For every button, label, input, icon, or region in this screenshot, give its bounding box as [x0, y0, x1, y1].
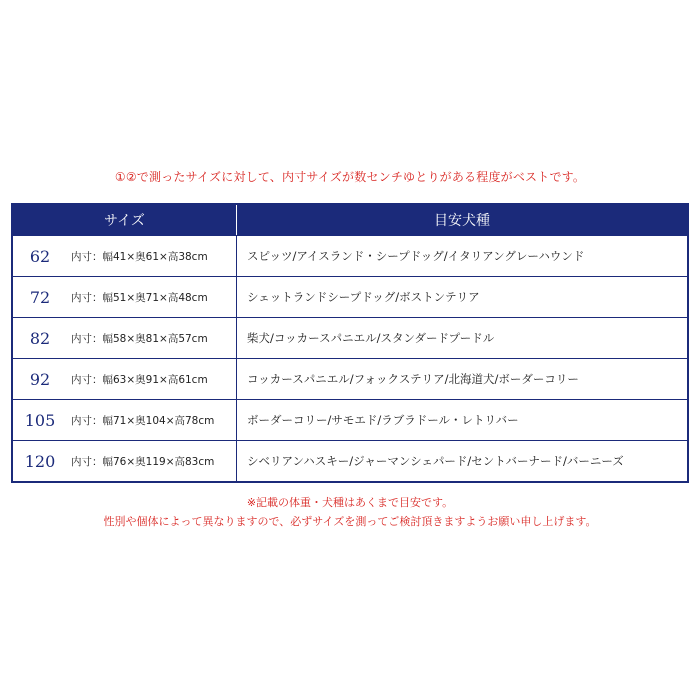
- size-number: 72: [29, 287, 51, 307]
- size-cell: [13, 441, 237, 481]
- inner-dimensions: 内寸：幅71×奥104×高78cm: [71, 414, 215, 427]
- table-row: [13, 235, 687, 276]
- inner-dimensions: 内寸：幅76×奥119×高83cm: [71, 455, 215, 468]
- size-number: 105: [24, 410, 56, 430]
- breed-cell: 柴犬/コッカースパニエル/スタンダードプードル: [247, 331, 495, 345]
- header-size: サイズ: [13, 205, 237, 235]
- table-row: [13, 317, 687, 358]
- disclaimer-note: ※記載の体重・犬種はあくまで目安です。: [246, 496, 454, 509]
- inner-dimensions: 内寸：幅58×奥81×高57cm: [71, 332, 208, 345]
- table-row: [13, 276, 687, 317]
- breed-cell: ボーダーコリー/サモエド/ラブラドール・レトリバー: [247, 413, 519, 427]
- breed-cell: スピッツ/アイスランド・シープドッグ/イタリアングレーハウンド: [247, 249, 585, 263]
- size-table: [11, 203, 689, 483]
- size-number: 92: [29, 369, 51, 389]
- size-cell: [13, 277, 237, 317]
- size-number: 82: [29, 328, 51, 348]
- size-cell: [13, 236, 237, 276]
- inner-dimensions: 内寸：幅41×奥61×高38cm: [71, 250, 208, 263]
- size-number: 120: [24, 451, 56, 471]
- table-row: [13, 399, 687, 440]
- breed-cell: シェットランドシープドッグ/ボストンテリア: [247, 290, 480, 304]
- table-header: [13, 205, 687, 235]
- fit-advice-note: ①②で測ったサイズに対して、内寸サイズが数センチゆとりがある程度がベストです。: [114, 170, 586, 184]
- size-number: 62: [29, 246, 51, 266]
- table-row: [13, 440, 687, 481]
- size-cell: [13, 400, 237, 440]
- header-breed: 目安犬種: [434, 213, 490, 229]
- breed-cell: コッカースパニエル/フォックステリア/北海道犬/ボーダーコリー: [247, 372, 579, 386]
- inner-dimensions: 内寸：幅51×奥71×高48cm: [71, 291, 208, 304]
- breed-cell: シベリアンハスキー/ジャーマンシェパード/セントバーナード/バーニーズ: [247, 454, 624, 468]
- inner-dimensions: 内寸：幅63×奥91×高61cm: [71, 373, 208, 386]
- table-row: [13, 358, 687, 399]
- size-cell: [13, 318, 237, 358]
- measure-request-note: 性別や個体によって異なりますので、必ずサイズを測ってご検討頂きますようお願い申し上げます。: [103, 515, 597, 528]
- size-cell: [13, 359, 237, 399]
